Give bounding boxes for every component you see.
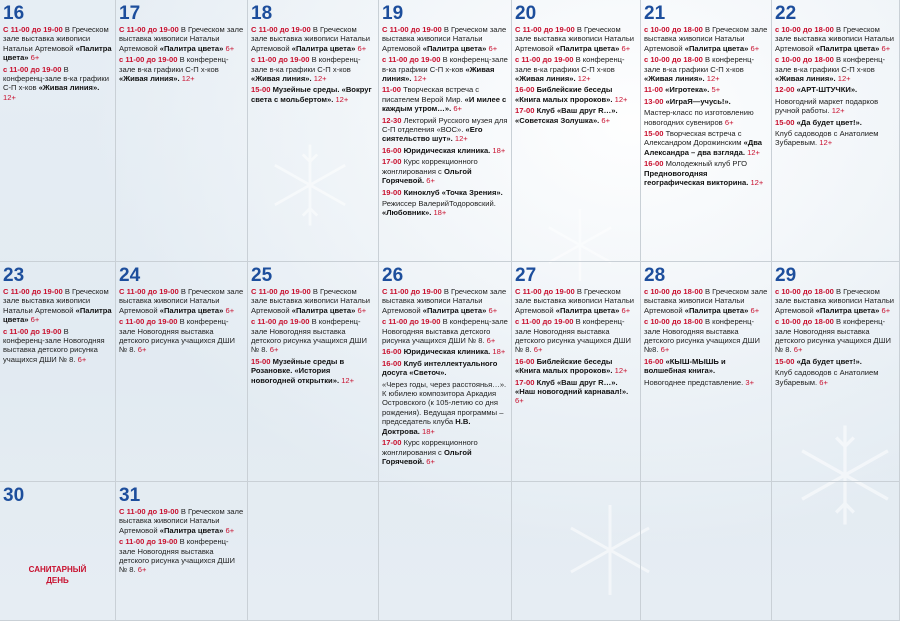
age-rating: 12+ — [577, 74, 591, 84]
event-entry — [3, 287, 112, 325]
event-entry — [644, 85, 768, 94]
event-title: «И милее с каждым утром…». — [382, 94, 507, 114]
age-rating: 18+ — [492, 145, 506, 155]
event-title: «Живая линия». — [775, 74, 836, 84]
day-number: 24 — [119, 265, 141, 286]
event-entry — [251, 25, 375, 53]
event-time: с 11-00 до 19-00 — [251, 317, 310, 327]
event-entry — [515, 357, 637, 376]
age-rating: 6+ — [426, 176, 435, 186]
event-time: с 10-00 до 18-00 — [644, 25, 703, 34]
event-entry — [3, 327, 112, 365]
event-time: С 11-00 до 19-00 — [382, 287, 442, 296]
age-rating: 12+ — [819, 138, 833, 148]
event-description: Лекторий Русского музея для С-П отделения «ВОС». — [382, 115, 508, 135]
event-time: С 11-00 до 19-00 — [119, 507, 179, 516]
event-time: 17-00 — [382, 438, 402, 448]
event-time: 15-00 — [644, 129, 664, 139]
event-title: «Живая линия». — [515, 74, 576, 84]
event-title: Ольгой Горячевой. — [382, 166, 472, 186]
event-title: Клуб «Ваш друг R…». «Советская Золушка». — [515, 106, 618, 125]
event-title: «Палитра цвета» — [555, 43, 620, 53]
event-entry — [515, 317, 637, 355]
age-rating: 6+ — [488, 43, 498, 53]
event-title: «КЫШ-МЫШЬ и волшебная книга». — [644, 356, 726, 376]
day-number: 26 — [382, 265, 404, 286]
age-rating: 6+ — [225, 525, 235, 535]
event-time: С 11-00 до 19-00 — [119, 287, 179, 296]
age-rating: 6+ — [881, 43, 891, 53]
event-title: «Игротека». — [665, 85, 710, 95]
event-description: В Греческом зале выставка живописи Натальи Артемовой — [644, 287, 768, 315]
event-description: В конференц-зале в-ка графики С-П х-ков — [644, 55, 754, 74]
age-rating: 6+ — [750, 43, 760, 53]
age-rating: 6+ — [225, 305, 235, 315]
age-rating: 12+ — [614, 366, 628, 376]
day-number: 17 — [119, 3, 141, 24]
event-description: В конференц-зале Новогодняя выставка детского рисунка учащихся ДШИ № 8. — [775, 317, 891, 355]
event-description: В конференц-зале в-ка графики С-П х-ков — [119, 55, 229, 74]
event-time: С 11-00 до 19-00 — [119, 25, 179, 34]
age-rating: 6+ — [453, 104, 462, 114]
age-rating: 12+ — [3, 92, 16, 102]
day-cell — [772, 262, 900, 482]
event-entry — [515, 287, 637, 315]
age-rating: 5+ — [711, 85, 721, 95]
event-description: Курс коррекционного жонглирования с — [382, 438, 478, 457]
day-cell — [772, 0, 900, 262]
event-description: Новогоднее представление. — [644, 377, 744, 387]
event-entry — [382, 380, 508, 436]
special-note — [0, 564, 115, 586]
event-description: В конференц-зале в-ка графики С-П х-ков — [775, 55, 885, 74]
day-number: 19 — [382, 3, 404, 24]
day-cell — [0, 0, 116, 262]
event-entry — [775, 129, 896, 148]
event-entry — [775, 97, 896, 116]
event-entry — [644, 317, 768, 355]
event-time: с 10-00 до 18-00 — [775, 25, 834, 34]
day-number: 22 — [775, 3, 797, 24]
event-entry — [119, 55, 244, 83]
event-entry — [775, 357, 896, 366]
event-entry — [251, 317, 375, 355]
event-time: С 11-00 до 19-00 — [382, 25, 442, 34]
event-description: В конференц-зале Новогодняя выставка детского рисунка учащихся ДШИ № 8. — [382, 317, 508, 346]
day-number: 27 — [515, 265, 537, 286]
event-title: «Палитра цвета» — [159, 43, 224, 53]
event-time: С 11-00 до 19-00 — [515, 287, 575, 296]
age-rating: 6+ — [660, 345, 670, 355]
event-description: В Греческом зале выставка живописи Натальи Артемовой — [775, 287, 895, 315]
event-title: «Палитра цвета» — [291, 43, 356, 53]
event-description: В конференц-зале в-ка графики С-П х-ков — [382, 55, 508, 74]
event-entry — [775, 85, 896, 94]
event-time: 13-00 — [644, 96, 664, 106]
event-description: В Греческом зале выставка живописи Натальи Артемовой — [3, 287, 109, 315]
age-rating: 6+ — [137, 345, 147, 355]
age-rating: 6+ — [357, 305, 367, 315]
event-title: Юридическая клиника. — [403, 145, 491, 155]
age-rating: 12+ — [747, 147, 760, 157]
event-time: С 11-00 до 19-00 — [3, 25, 63, 34]
event-entry — [119, 507, 244, 535]
event-title: «Палитра цвета» — [422, 43, 487, 53]
event-time: 16-00 — [644, 159, 664, 169]
event-title: «Любовник». — [382, 208, 432, 218]
day-cell — [512, 262, 641, 482]
event-time: 12-00 — [775, 85, 795, 95]
age-rating: 6+ — [750, 305, 760, 315]
age-rating: 6+ — [621, 43, 631, 53]
event-title: «Палитра цвета» — [291, 305, 356, 315]
age-rating: 6+ — [724, 117, 734, 127]
event-time: 15-00 — [251, 356, 271, 366]
event-description: В Греческом зале выставка живописи Натальи Артемовой — [251, 287, 371, 315]
age-rating: 12+ — [831, 106, 845, 116]
event-time: 16-00 — [382, 358, 402, 368]
event-time: с 11-00 до 19-00 — [3, 64, 62, 74]
age-rating: 6+ — [486, 336, 496, 346]
event-entry — [644, 97, 768, 106]
age-rating: 12+ — [413, 74, 427, 84]
event-description: Молодежный клуб РГО — [665, 159, 748, 169]
event-entry — [119, 287, 244, 315]
event-title: Библейские беседы «Книга малых пророков». — [515, 85, 613, 104]
day-cell — [0, 262, 116, 482]
age-rating: 12+ — [313, 74, 327, 84]
age-rating: 6+ — [533, 345, 543, 355]
event-time: с 10-00 до 18-00 — [775, 287, 834, 296]
event-description: Творческая встреча с Александром Дорожинским — [644, 129, 742, 148]
age-rating: 6+ — [488, 305, 498, 315]
day-cell — [512, 482, 641, 621]
event-entry — [515, 55, 637, 83]
event-time: С 11-00 до 19-00 — [251, 25, 311, 34]
event-entry — [251, 357, 375, 385]
event-description: В Греческом зале выставка живописи Натальи Артемовой — [382, 25, 507, 53]
age-rating: 18+ — [433, 208, 447, 218]
day-cell — [116, 482, 248, 621]
event-entry — [382, 359, 508, 378]
special-note-line: САНИТАРНЫЙ — [28, 565, 87, 574]
age-rating: 12+ — [454, 134, 468, 144]
day-cell — [116, 0, 248, 262]
event-title: «Палитра цвета» — [159, 305, 224, 315]
age-rating: 6+ — [793, 345, 803, 355]
event-description: В Греческом зале выставка живописи Натальи Артемовой — [3, 25, 109, 53]
event-entry — [515, 106, 637, 125]
age-rating: 12+ — [837, 74, 851, 84]
event-title: «АРТ-ШТУЧКИ». — [796, 85, 858, 95]
event-time: с 11-00 до 19-00 — [119, 537, 178, 547]
special-note-line: ДЕНЬ — [46, 576, 69, 585]
event-time: 16-00 — [515, 85, 535, 95]
event-entry — [515, 378, 637, 406]
event-time: с 11-00 до 19-00 — [515, 55, 574, 65]
event-title: Н.В. Доктрова. — [382, 417, 471, 436]
event-description: Режиссер ВалерийТодоровский. — [382, 198, 496, 208]
event-title: Библейские беседы «Книга малых пророков». — [515, 356, 613, 376]
event-time: 12-30 — [382, 115, 402, 125]
day-cell — [0, 482, 116, 621]
age-rating: 6+ — [77, 354, 87, 364]
event-title: «Живая линия». — [251, 74, 312, 84]
event-entry — [644, 357, 768, 376]
event-entry — [644, 129, 768, 157]
event-entry — [119, 317, 244, 355]
event-time: 17-00 — [382, 157, 402, 167]
day-number: 28 — [644, 265, 666, 286]
event-description: В Греческом зале выставка живописи Натальи Артемовой — [251, 25, 371, 53]
event-title: «Палитра цвета» — [684, 305, 749, 315]
event-entry — [382, 287, 508, 315]
age-rating: 6+ — [225, 43, 235, 53]
event-time: с 11-00 до 19-00 — [382, 317, 441, 327]
day-number: 23 — [3, 265, 25, 286]
day-cell — [379, 262, 512, 482]
event-title: «Два Александра – два взгляда. — [644, 138, 763, 157]
event-entry — [382, 317, 508, 345]
event-entry — [382, 157, 508, 185]
event-description: В Греческом зале выставка живописи Натальи Артемовой — [515, 287, 635, 315]
day-cell — [641, 0, 772, 262]
event-entry — [382, 199, 508, 218]
event-time: с 11-00 до 19-00 — [515, 317, 574, 327]
event-title: «Палитра цвета» — [3, 43, 112, 63]
age-rating: 6+ — [621, 305, 631, 315]
event-time: с 10-00 до 18-00 — [644, 287, 703, 296]
age-rating: 6+ — [601, 115, 611, 125]
event-entry — [3, 65, 112, 103]
event-entry — [644, 25, 768, 53]
event-title: «Палитра цвета» — [815, 305, 880, 315]
event-description: В конференц-зале Новогодняя выставка детского рисунка учащихся ДШИ № 8. — [119, 537, 235, 575]
event-time: 17-00 — [515, 377, 535, 387]
day-cell — [248, 0, 379, 262]
event-time: 11-00 — [382, 85, 402, 95]
day-number: 21 — [644, 3, 666, 24]
event-description: В Греческом зале выставка живописи Натальи Артемовой — [119, 25, 244, 53]
age-rating: 12+ — [750, 178, 764, 188]
event-time: 19-00 — [382, 187, 402, 197]
day-cell — [379, 482, 512, 621]
age-rating: 6+ — [269, 345, 279, 355]
event-time: с 11-00 до 19-00 — [382, 55, 441, 65]
event-title: Ольгой Горячевой. — [382, 447, 472, 466]
event-entry — [251, 85, 375, 104]
event-entry — [644, 108, 768, 127]
event-description: В конференц-зале в-ка графики С-П х-ков — [251, 55, 361, 74]
event-entry — [775, 368, 896, 387]
event-description: В Греческом зале выставка живописи Натальи Артемовой — [119, 507, 244, 535]
event-description: Мастер-класс по изготовлению новогодних сувениров — [644, 108, 754, 127]
age-rating: 6+ — [515, 396, 524, 406]
event-description: Новогодний маркет подарков ручной работы. — [775, 96, 879, 116]
event-time: с 11-00 до 19-00 — [3, 326, 62, 336]
event-time: С 11-00 до 19-00 — [251, 287, 311, 296]
day-number: 16 — [3, 3, 25, 24]
age-rating: 6+ — [30, 315, 40, 325]
event-time: 11-00 — [644, 85, 664, 95]
event-description: В Греческом зале выставка живописи Натальи Артемовой — [775, 25, 895, 53]
event-time: 17-00 — [515, 106, 535, 116]
day-number: 30 — [3, 485, 25, 506]
event-title: «Его сиятельство шут». — [382, 125, 483, 144]
event-time: 16-00 — [515, 356, 535, 366]
event-time: 16-00 — [382, 145, 402, 155]
event-title: «Палитра цвета» — [3, 305, 112, 325]
event-title: Музейные среды. «Вокруг света с мольбертом». — [251, 85, 372, 104]
event-time: 15-00 — [775, 117, 795, 127]
event-time: с 11-00 до 19-00 — [251, 55, 310, 65]
event-title: «Палитра цвета» — [159, 525, 224, 535]
day-number: 29 — [775, 265, 797, 286]
event-entry — [382, 25, 508, 53]
event-description: В конференц-зале в-ка графики С-П х-ков — [515, 55, 625, 74]
event-title: «Живая линия». — [382, 64, 495, 84]
event-description: В конференц-зале Новогодняя выставка детского рисунка учащихся ДШИ № 8. — [3, 326, 105, 364]
day-cell — [248, 482, 379, 621]
event-time: С 11-00 до 19-00 — [3, 287, 63, 296]
event-entry — [644, 287, 768, 315]
day-number: 31 — [119, 485, 141, 506]
event-title: «Да будет цвет!». — [796, 117, 862, 127]
event-description: Курс коррекционного жонглирования с — [382, 157, 478, 176]
event-time: 16-00 — [644, 356, 664, 366]
event-description: Клуб садоводов с Анатолием Зубаревым. — [775, 129, 879, 148]
event-entry — [382, 85, 508, 113]
event-title: «Палитра цвета» — [555, 305, 620, 315]
event-title: «Палитра цвета» — [684, 43, 749, 53]
age-rating: 6+ — [30, 53, 40, 63]
age-rating: 12+ — [706, 74, 720, 84]
event-title: Музейные среды в Розановке. «История новогодней открытки». — [251, 356, 345, 385]
event-entry — [382, 438, 508, 466]
event-description: В конференц-зале Новогодняя выставка детского рисунка учащихся ДШИ № 8. — [251, 317, 367, 355]
event-entry — [382, 188, 508, 197]
event-title: «ИграЯ—учусь!». — [665, 96, 731, 106]
event-entry — [644, 159, 768, 187]
event-title: Клуб «Ваш друг R…». «Наш новогодний карнавал!». — [515, 377, 629, 397]
event-entry — [775, 317, 896, 355]
age-rating: 12+ — [614, 94, 628, 104]
event-description: В конференц-зале Новогодняя выставка детского рисунка учащихся ДШИ № 8. — [119, 317, 235, 355]
event-time: с 10-00 до 18-00 — [644, 317, 703, 327]
event-entry — [119, 537, 244, 575]
event-title: «Палитра цвета» — [422, 305, 487, 315]
event-entry — [644, 55, 768, 83]
event-entry — [515, 85, 637, 104]
event-entry — [251, 287, 375, 315]
event-time: 15-00 — [775, 356, 795, 366]
event-title: «Да будет цвет!». — [796, 356, 862, 366]
event-description: В Греческом зале выставка живописи Натальи Артемовой — [515, 25, 635, 53]
event-description: Клуб садоводов с Анатолием Зубаревым. — [775, 368, 879, 387]
event-time: с 10-00 до 18-00 — [775, 317, 834, 327]
day-cell — [641, 262, 772, 482]
event-entry — [775, 25, 896, 53]
event-entry — [119, 25, 244, 53]
event-title: Юридическая клиника. — [403, 347, 491, 357]
event-entry — [382, 146, 508, 155]
event-entry — [644, 378, 768, 387]
event-description: В конференц-зале в-ка графики С-П х-ков — [3, 64, 109, 93]
event-description: В Греческом зале выставка живописи Натальи Артемовой — [119, 287, 244, 315]
event-time: 15-00 — [251, 85, 271, 95]
age-rating: 6+ — [357, 43, 367, 53]
event-title: «Палитра цвета» — [815, 43, 880, 53]
day-number: 18 — [251, 3, 273, 24]
day-number: 20 — [515, 3, 537, 24]
event-description: В Греческом зале выставка живописи Натальи Артемовой — [382, 287, 507, 315]
event-time: с 10-00 до 18-00 — [775, 55, 834, 65]
age-rating: 18+ — [421, 426, 435, 436]
event-entry — [3, 25, 112, 63]
day-cell — [772, 482, 900, 621]
event-entry — [251, 55, 375, 83]
age-rating: 3+ — [745, 377, 755, 387]
event-title: Киноклуб «Точка Зрения». — [403, 187, 503, 197]
age-rating: 12+ — [335, 94, 349, 104]
age-rating: 12+ — [341, 375, 355, 385]
event-description: «Через годы, через расстоянья…». К юбилею композитора Аркадия Островского (к 105-летию со дня рождения). Ведущая программы – председатель клуба — [382, 379, 507, 427]
age-rating: 18+ — [492, 347, 506, 357]
event-description: Творческая встреча с писателем Верой Мир. — [382, 85, 480, 104]
event-description: В конференц-зале Новогодняя выставка детского рисунка учащихся ДШИ № 8. — [515, 317, 631, 355]
event-time: с 11-00 до 19-00 — [119, 317, 178, 327]
event-entry — [515, 25, 637, 53]
event-title: «Живая линия». — [119, 74, 180, 84]
event-entry — [775, 287, 896, 315]
event-time: с 11-00 до 19-00 — [119, 55, 178, 65]
day-cell — [116, 262, 248, 482]
event-title: «Живая линия». — [644, 74, 705, 84]
day-number: 25 — [251, 265, 273, 286]
event-entry — [382, 55, 508, 83]
day-cell — [248, 262, 379, 482]
event-title: «Живая линия». — [38, 83, 100, 93]
event-time: 16-00 — [382, 347, 402, 357]
event-description: В Греческом зале выставка живописи Натальи Артемовой — [644, 25, 768, 53]
event-title: Клуб интеллектуального досуга «Светоч». — [382, 358, 498, 378]
event-entry — [382, 116, 508, 144]
age-rating: 6+ — [819, 377, 828, 387]
event-time: С 11-00 до 19-00 — [515, 25, 575, 34]
day-cell — [512, 0, 641, 262]
event-entry — [775, 118, 896, 127]
day-cell — [641, 482, 772, 621]
event-time: с 10-00 до 18-00 — [644, 55, 703, 65]
event-title: Предновогодняя географическая викторина. — [644, 168, 749, 188]
event-entry — [382, 347, 508, 356]
age-rating: 6+ — [137, 565, 147, 575]
event-entry — [775, 55, 896, 83]
age-rating: 12+ — [181, 74, 195, 84]
event-description: В конференц-зале Новогодняя выставка детского рисунка учащихся ДШИ №8. — [644, 317, 760, 355]
age-rating: 6+ — [426, 456, 435, 466]
day-cell — [379, 0, 512, 262]
age-rating: 6+ — [881, 305, 891, 315]
